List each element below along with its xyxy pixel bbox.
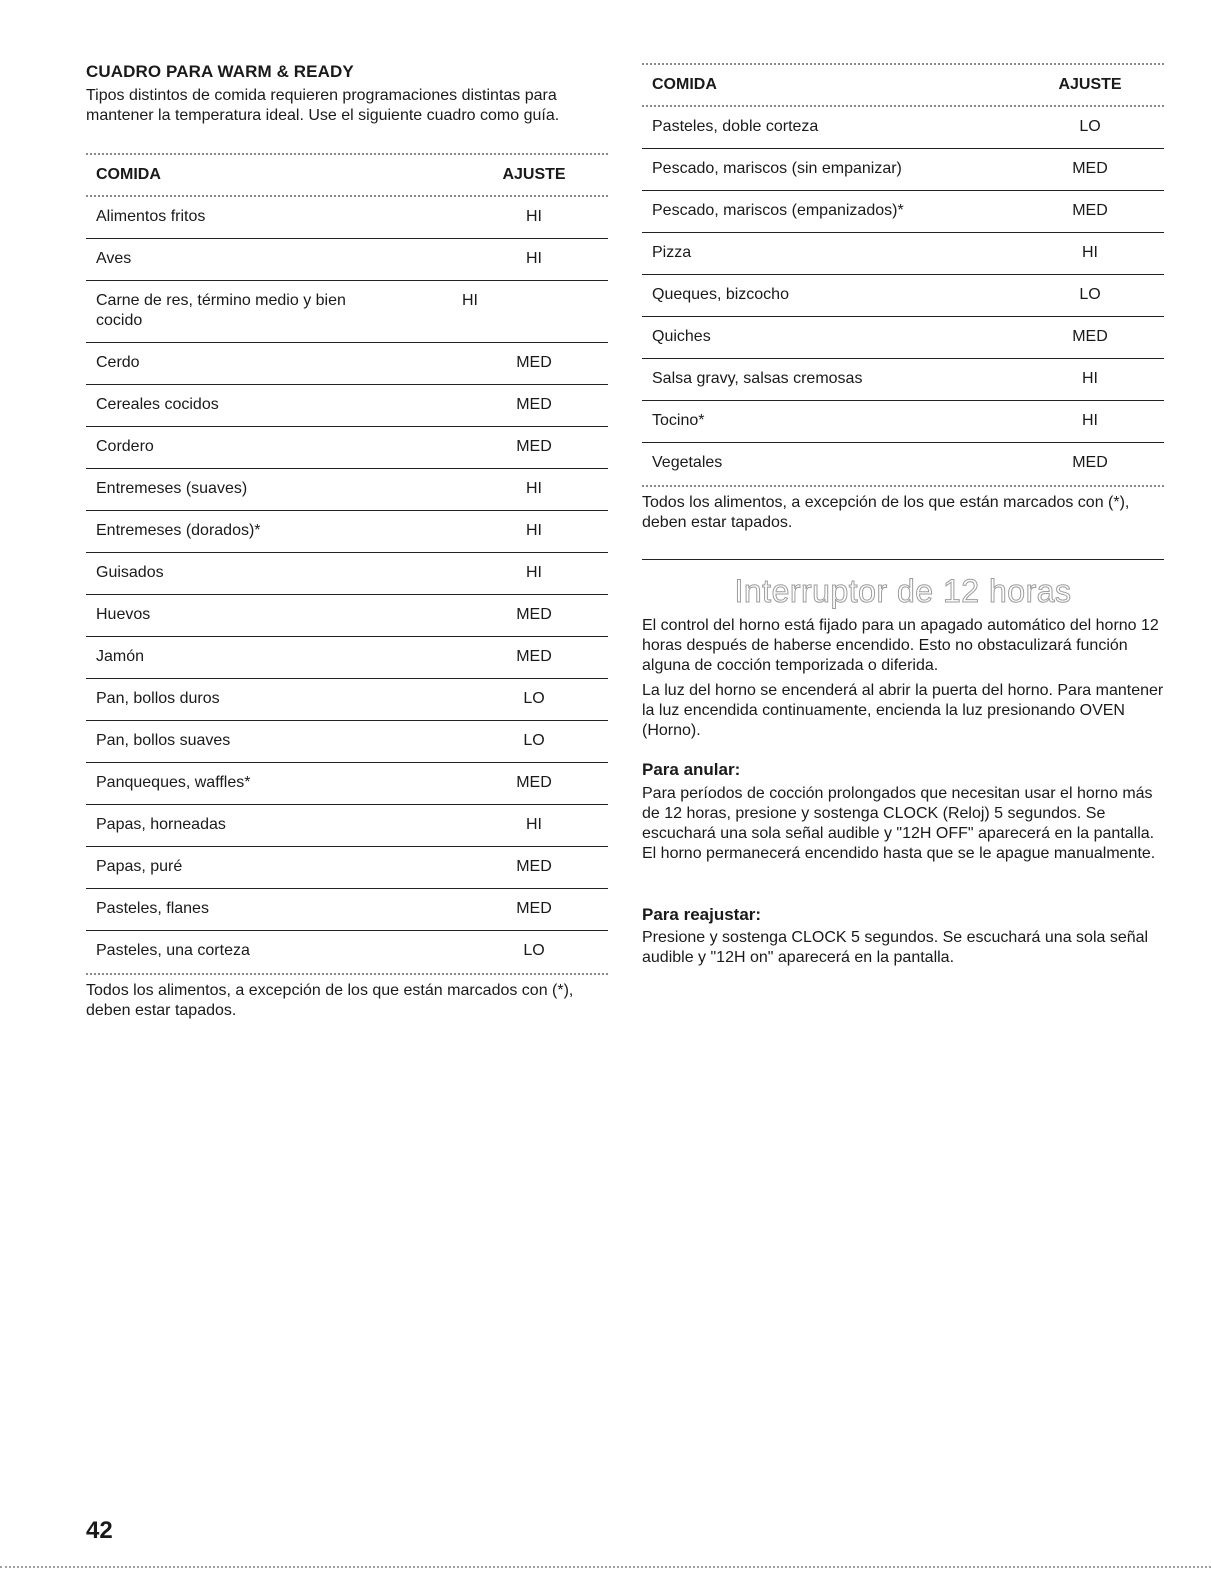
table-row [642, 275, 1164, 317]
setting-cell: HI [526, 522, 542, 539]
section-heading: Interruptor de 12 horas [734, 573, 1072, 609]
setting-cell: MED [516, 606, 552, 623]
food-cell: Huevos [96, 606, 151, 623]
table-row [86, 469, 608, 511]
table-row [86, 637, 608, 679]
setting-cell: LO [523, 942, 545, 959]
food-cell: Queques, bizcocho [652, 286, 789, 303]
setting-cell: MED [516, 354, 552, 371]
table-body [86, 197, 608, 973]
header-setting: AJUSTE [1058, 76, 1122, 93]
setting-cell: HI [526, 480, 542, 497]
food-cell: Jamón [96, 648, 145, 665]
warm-ready-table-left [86, 153, 608, 1021]
paragraph-auto-off: El control del horno está fijado para un apagado automático del horno 12 horas después de haberse encendido. Esto no obstaculizará función alguna de cocción temporizada o diferida. [642, 617, 1159, 674]
food-cell: Vegetales [652, 454, 723, 471]
food-cell: Cerdo [96, 354, 140, 371]
setting-cell: LO [523, 732, 545, 749]
food-cell: Cordero [96, 438, 154, 455]
food-cell: Quiches [652, 328, 711, 345]
table-header [642, 65, 1164, 105]
food-cell: Guisados [96, 564, 164, 581]
table-row [86, 721, 608, 763]
table-row [86, 197, 608, 239]
food-cell: Papas, puré [96, 858, 183, 875]
setting-cell: HI [526, 208, 542, 225]
warm-ready-table-right [642, 63, 1164, 533]
setting-cell: HI [462, 292, 478, 309]
food-cell: Pasteles, doble corteza [652, 118, 819, 135]
food-cell: Entremeses (dorados)* [96, 522, 261, 539]
setting-cell: HI [526, 250, 542, 267]
intro-text: Tipos distintos de comida requieren programaciones distintas para mantener la temperatura ideal. Use el siguiente cuadro como guía. [86, 87, 560, 124]
setting-cell: MED [516, 438, 552, 455]
setting-cell: MED [516, 858, 552, 875]
table-header [86, 155, 608, 195]
section-title: CUADRO PARA WARM & READY [86, 62, 354, 81]
table-row [642, 107, 1164, 149]
food-cell: Pan, bollos suaves [96, 732, 231, 749]
setting-cell: LO [1079, 118, 1101, 135]
setting-cell: MED [1072, 160, 1108, 177]
table-row [86, 931, 608, 973]
paragraph-oven-light: La luz del horno se encenderá al abrir la puerta del horno. Para mantener la luz encendida continuamente, encienda la luz presionando OVEN (Horno). [642, 682, 1164, 739]
header-food: COMIDA [652, 76, 717, 93]
food-cell: Panqueques, waffles* [96, 774, 251, 791]
paragraph-reset: Presione y sostenga CLOCK 5 segundos. Se escuchará una sola señal audible y "12H on" aparecerá en la pantalla. [642, 929, 1149, 966]
setting-cell: MED [516, 648, 552, 665]
table-row [86, 553, 608, 595]
reset-subheading: Para reajustar: [642, 905, 762, 924]
cancel-subheading: Para anular: [642, 760, 741, 779]
setting-cell: MED [1072, 202, 1108, 219]
table-row [86, 889, 608, 931]
food-cell: Pan, bollos duros [96, 690, 220, 707]
setting-cell: LO [523, 690, 545, 707]
page-bottom-dotted-edge [0, 1566, 1211, 1568]
table-row [642, 149, 1164, 191]
setting-cell: HI [1082, 244, 1098, 261]
food-cell: Salsa gravy, salsas cremosas [652, 370, 863, 387]
table-row [642, 401, 1164, 443]
setting-cell: HI [526, 816, 542, 833]
page-number: 42 [86, 1517, 113, 1544]
setting-cell: MED [516, 900, 552, 917]
setting-cell: MED [516, 774, 552, 791]
table-row [642, 443, 1164, 485]
food-cell: Papas, horneadas [96, 816, 226, 833]
table-row [86, 679, 608, 721]
setting-cell: MED [1072, 454, 1108, 471]
table-row [86, 427, 608, 469]
setting-cell: MED [516, 396, 552, 413]
table-row [642, 233, 1164, 275]
food-cell: Carne de res, término medio y bien cocido [96, 292, 346, 329]
table-note: Todos los alimentos, a excepción de los que están marcados con (*), deben estar tapados. [642, 494, 1130, 531]
setting-cell: LO [1079, 286, 1101, 303]
table-row [86, 343, 608, 385]
table-row [642, 359, 1164, 401]
section-divider [642, 559, 1164, 560]
paragraph-cancel: Para períodos de cocción prolongados que necesitan usar el horno más de 12 horas, presione y sostenga CLOCK (Reloj) 5 segundos. Se escuchará una sola señal audible y "12H OFF" aparecerá en la pantalla. El horno permanecerá encendido hasta que se le apague manualmente. [642, 785, 1156, 862]
table-body [642, 107, 1164, 485]
table-row [86, 239, 608, 281]
food-cell: Pasteles, una corteza [96, 942, 250, 959]
food-cell: Pizza [652, 244, 692, 261]
table-row [86, 385, 608, 427]
food-cell: Tocino* [652, 412, 705, 429]
table-row [86, 847, 608, 889]
food-cell: Pescado, mariscos (sin empanizar) [652, 160, 902, 177]
header-setting: AJUSTE [502, 166, 566, 183]
table-note: Todos los alimentos, a excepción de los que están marcados con (*), deben estar tapados. [86, 982, 574, 1019]
table-row [642, 317, 1164, 359]
setting-cell: HI [1082, 370, 1098, 387]
table-row [86, 281, 608, 343]
table-row [86, 595, 608, 637]
setting-cell: HI [526, 564, 542, 581]
table-row [86, 763, 608, 805]
setting-cell: MED [1072, 328, 1108, 345]
food-cell: Pescado, mariscos (empanizados)* [652, 202, 904, 219]
food-cell: Cereales cocidos [96, 396, 219, 413]
setting-cell: HI [1082, 412, 1098, 429]
table-row [642, 191, 1164, 233]
food-cell: Aves [96, 250, 132, 267]
table-row [86, 511, 608, 553]
food-cell: Pasteles, flanes [96, 900, 209, 917]
food-cell: Entremeses (suaves) [96, 480, 248, 497]
table-row [86, 805, 608, 847]
header-food: COMIDA [96, 166, 161, 183]
food-cell: Alimentos fritos [96, 208, 206, 225]
